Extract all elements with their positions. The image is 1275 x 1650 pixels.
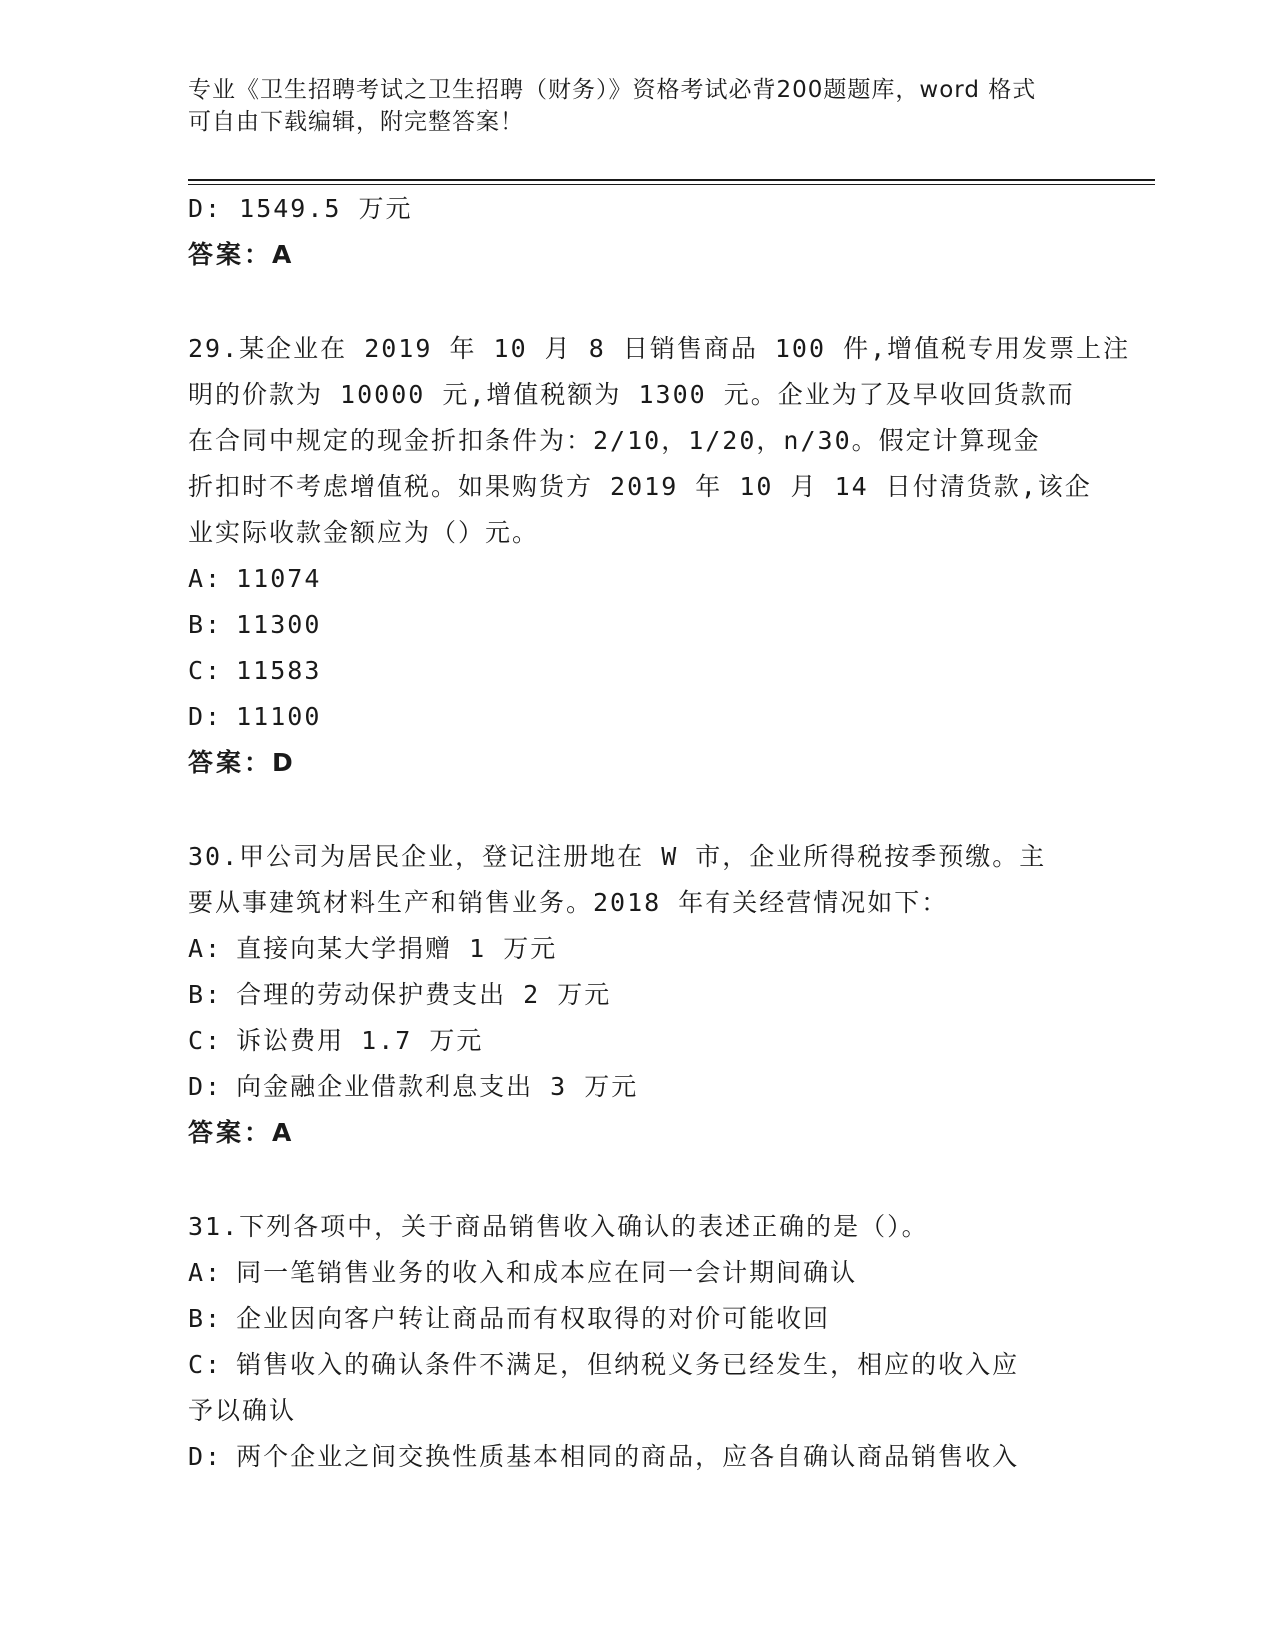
option-c-continuation: 予以确认 [188, 1396, 297, 1425]
carryover-option-d: D: 1549.5 万元 [188, 194, 413, 223]
option-text: 向金融企业借款利息支出 3 万元 [236, 1072, 639, 1101]
option-label: D: [188, 1072, 223, 1101]
option-text: 直接向某大学捐赠 1 万元 [236, 934, 558, 963]
option-d [188, 694, 1068, 740]
option-text: 11074 [236, 564, 322, 593]
option-c [188, 1018, 1068, 1064]
option-text: 两个企业之间交换性质基本相同的商品，应各自确认商品销售收入 [236, 1442, 1020, 1471]
answer-line: 答案：D [188, 748, 296, 777]
spacer [188, 278, 1068, 326]
question-stem-line: 在合同中规定的现金折扣条件为：2/10，1/20，n/30。假定计算现金 [188, 426, 1041, 455]
option-c [188, 1342, 1068, 1388]
option-label: B: [188, 980, 223, 1009]
option-d [188, 1434, 1068, 1480]
question-stem-line: 要从事建筑材料生产和销售业务。2018 年有关经营情况如下： [188, 888, 949, 917]
option-label: C: [188, 656, 223, 685]
option-label: A: [188, 1258, 223, 1287]
spacer [188, 786, 1068, 834]
question-stem-line: 明的价款为 10000 元,增值税额为 1300 元。企业为了及早收回货款而 [188, 380, 1075, 409]
option-c [188, 648, 1068, 694]
question-31 [188, 1204, 1068, 1480]
option-a [188, 1250, 1068, 1296]
header-rule-thin [188, 184, 1155, 185]
option-text: 销售收入的确认条件不满足，但纳税义务已经发生，相应的收入应 [236, 1350, 1020, 1379]
question-content [188, 186, 1131, 1480]
carryover-answer: 答案：A [188, 240, 295, 269]
question-29 [188, 326, 1131, 786]
question-stem-line: 31.下列各项中，关于商品销售收入确认的表述正确的是（）。 [188, 1212, 929, 1241]
header-rule-thick [188, 179, 1155, 181]
option-text: 企业因向客户转让商品而有权取得的对价可能收回 [236, 1304, 831, 1333]
document-header [188, 74, 1068, 138]
option-label: A: [188, 564, 223, 593]
question-stem-line: 业实际收款金额应为（）元。 [188, 518, 540, 547]
option-label: B: [188, 610, 223, 639]
option-b [188, 972, 1068, 1018]
answer-line: 答案：A [188, 1118, 295, 1147]
option-label: D: [188, 1442, 223, 1471]
option-text: 11100 [236, 702, 322, 731]
option-label: D: [188, 702, 223, 731]
option-label: A: [188, 934, 223, 963]
option-b [188, 1296, 1068, 1342]
header-line-1: 专业《卫生招聘考试之卫生招聘（财务）》资格考试必背200题题库，word 格式 [188, 77, 1037, 103]
question-stem-line: 30.甲公司为居民企业，登记注册地在 W 市，企业所得税按季预缴。主 [188, 842, 1047, 871]
option-label: C: [188, 1350, 223, 1379]
question-30 [188, 834, 1068, 1156]
option-label: B: [188, 1304, 223, 1333]
option-b [188, 602, 1068, 648]
option-a [188, 556, 1068, 602]
option-text: 同一笔销售业务的收入和成本应在同一会计期间确认 [236, 1258, 858, 1287]
option-text: 合理的劳动保护费支出 2 万元 [236, 980, 612, 1009]
option-a [188, 926, 1068, 972]
option-d [188, 1064, 1068, 1110]
question-stem-line: 29.某企业在 2019 年 10 月 8 日销售商品 100 件,增值税专用发票上注 [188, 334, 1131, 363]
option-text: 11300 [236, 610, 322, 639]
option-label: C: [188, 1026, 223, 1055]
spacer [188, 1156, 1068, 1204]
question-stem-line: 折扣时不考虑增值税。如果购货方 2019 年 10 月 14 日付清货款,该企 [188, 472, 1092, 501]
header-line-2: 可自由下载编辑，附完整答案！ [188, 109, 524, 135]
option-text: 11583 [236, 656, 322, 685]
option-text: 诉讼费用 1.7 万元 [236, 1026, 484, 1055]
